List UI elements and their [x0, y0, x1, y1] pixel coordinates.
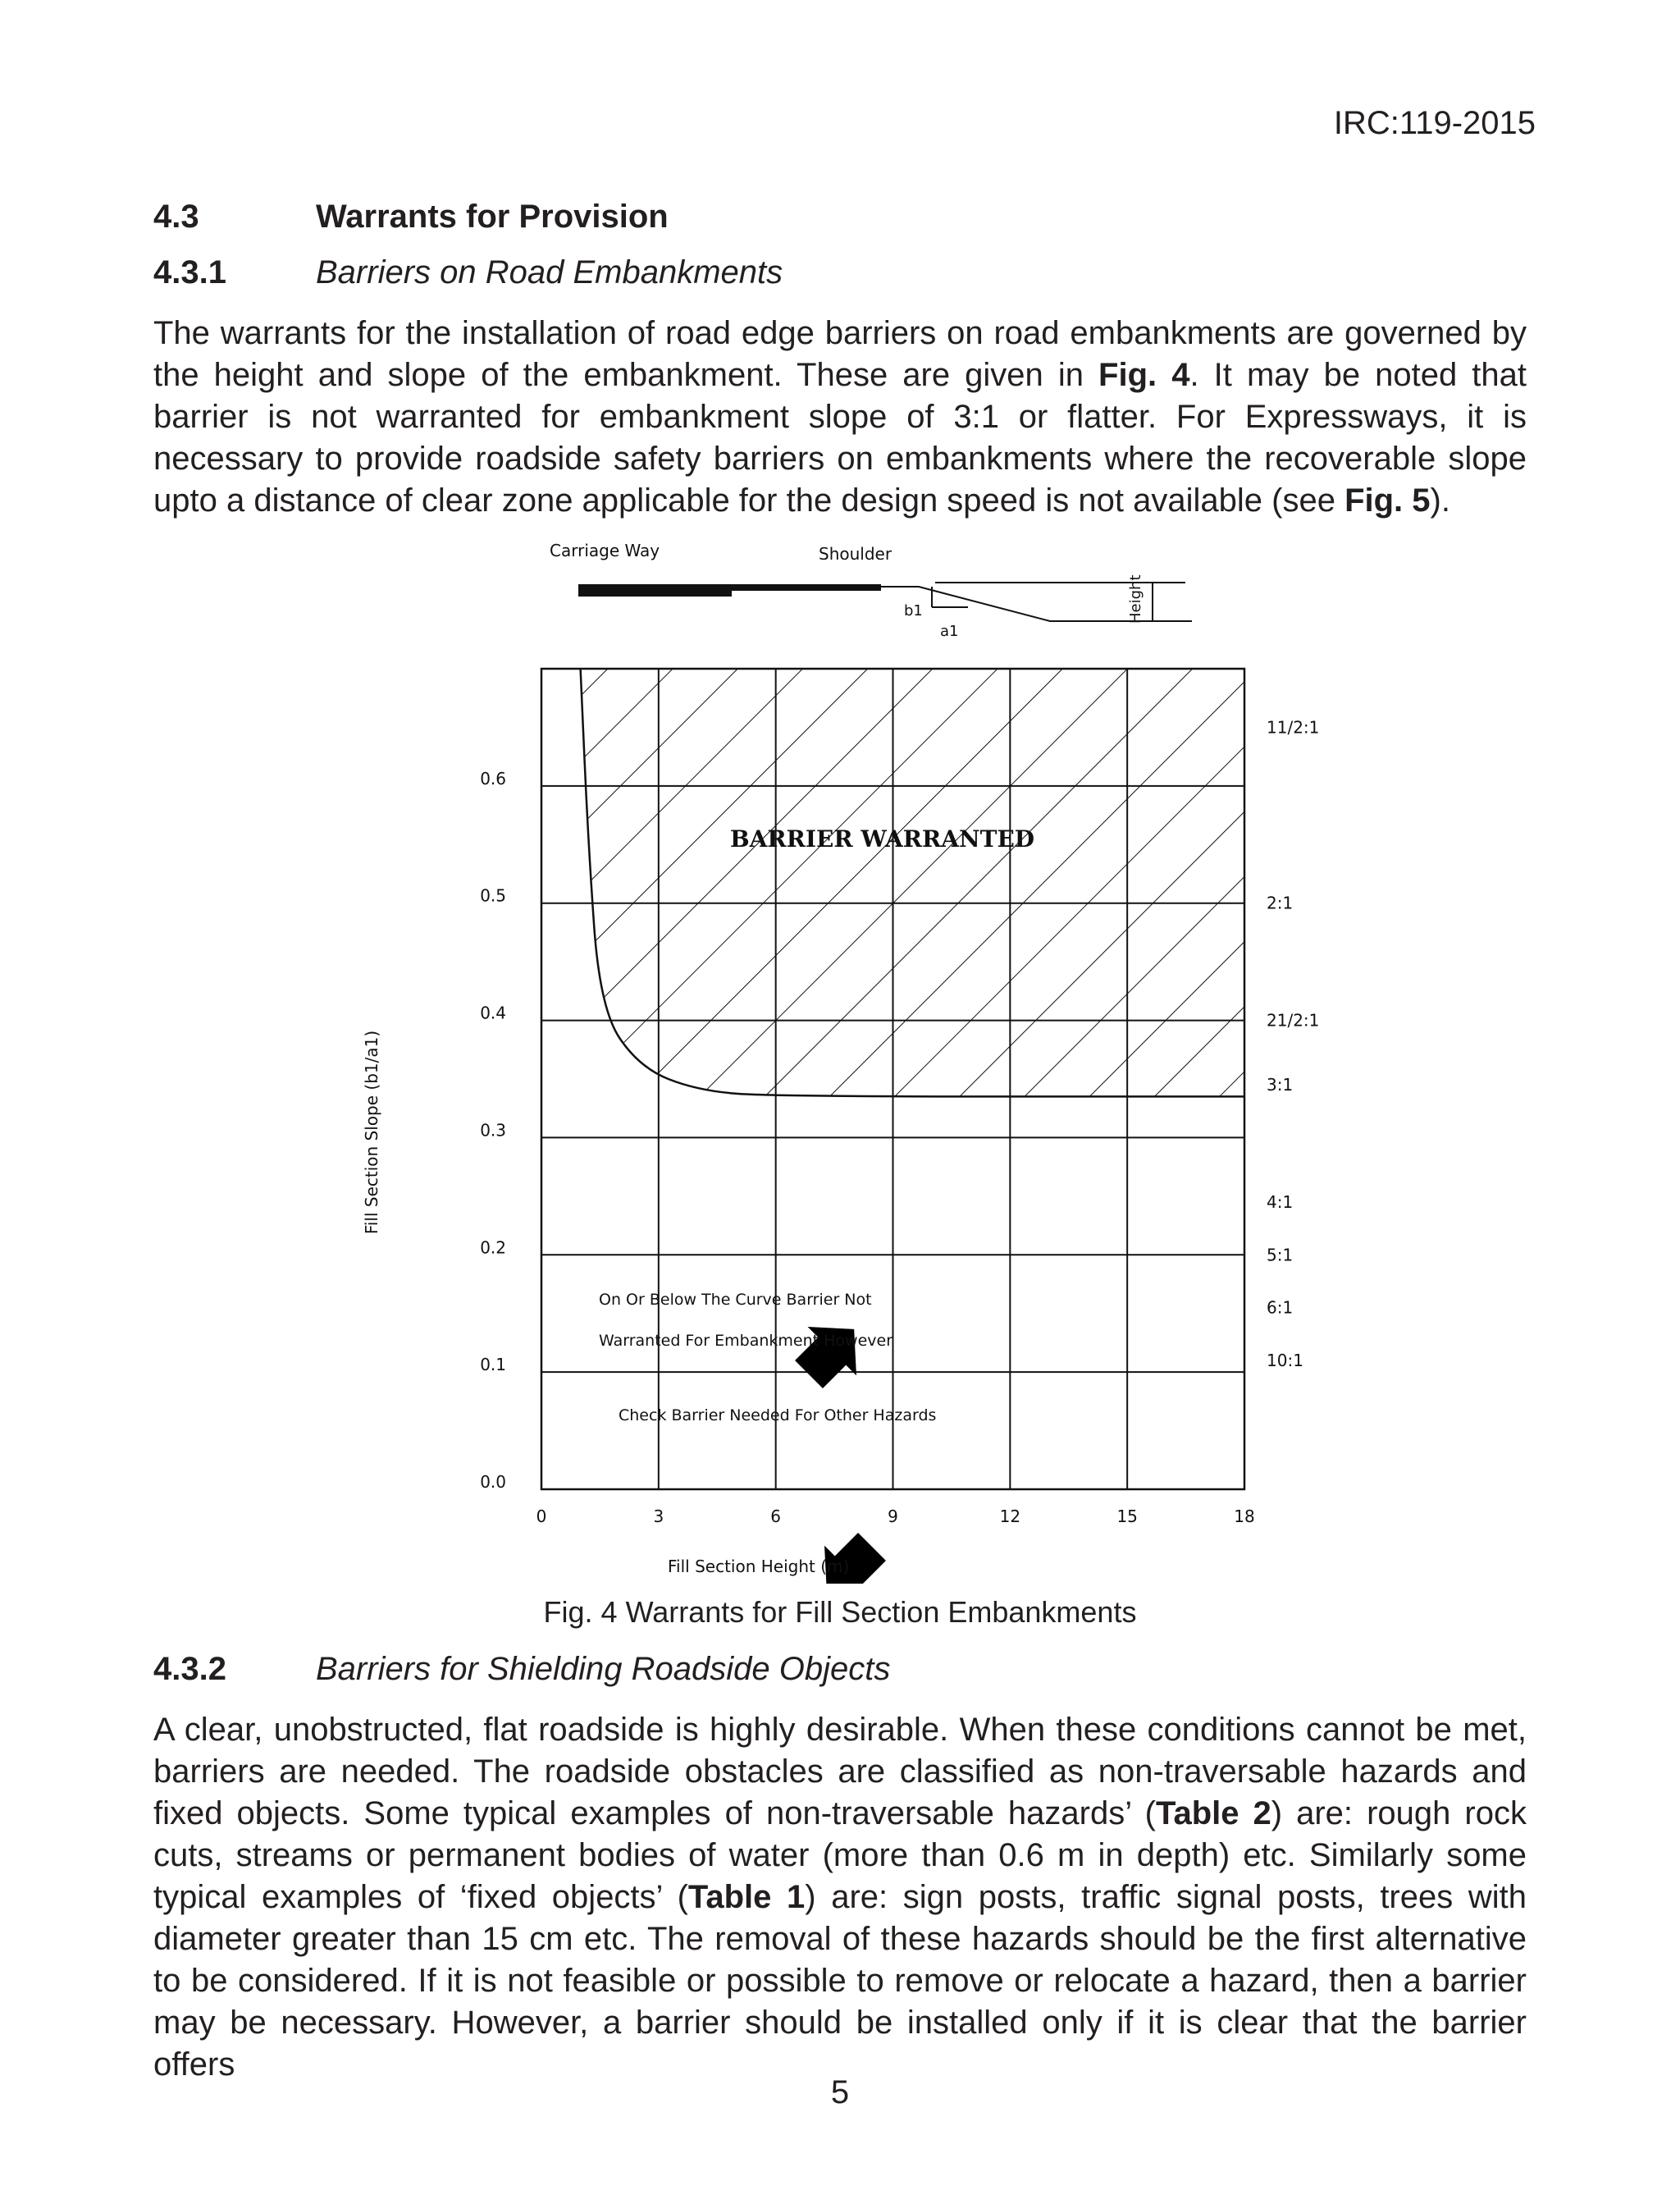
x-tick-label: 12	[999, 1506, 1021, 1526]
x-tick-label: 9	[888, 1506, 898, 1526]
slope-ratio-label: 6:1	[1267, 1297, 1294, 1318]
embankment-slope-line	[881, 587, 1192, 621]
x-tick-label: 15	[1116, 1506, 1138, 1526]
a1-label: a1	[940, 623, 959, 640]
fig-4-figure	[345, 542, 1411, 1588]
section-4-3-1-heading	[153, 254, 783, 291]
y-tick-label: 0.0	[480, 1472, 506, 1492]
arrow-up-right-icon	[784, 1305, 879, 1399]
y-tick-label: 0.6	[480, 768, 506, 789]
fig-4-reference: Fig. 4	[1098, 357, 1190, 393]
x-tick-label: 0	[536, 1506, 547, 1526]
shoulder-bar	[732, 584, 881, 591]
slope-ratio-labels	[1267, 717, 1319, 1369]
table-1-reference: Table 1	[687, 1879, 806, 1915]
slope-ratio-label: 4:1	[1267, 1192, 1294, 1212]
note-line-1: On Or Below The Curve Barrier Not	[599, 1291, 872, 1309]
paragraph-embankment-warrants: The warrants for the installation of road edge barriers on road embankments are governed by the height and slope of the embankment. These are given in Fig. 4. It may be noted that barrier is not warranted for embankment slope of 3:1 or flatter. For Expressways, it is necessary to provide roadside safety barriers on embankments where the recoverable slope upto a distance of clear zone applicable for the design speed is not available (see Fig. 5).	[153, 315, 1527, 519]
note-line-3: Check Barrier Needed For Other Hazards	[619, 1406, 937, 1424]
document-code: IRC:119-2015	[1333, 105, 1536, 141]
barrier-warranted-label: BARRIER WARRANTED	[730, 825, 1035, 853]
height-label: Height	[1127, 574, 1144, 624]
b1-label: b1	[904, 602, 923, 620]
slope-ratio-label: 11/2:1	[1267, 717, 1320, 738]
y-tick-label: 0.3	[480, 1120, 506, 1141]
carriage-way-bar	[578, 584, 732, 597]
carriage-way-label: Carriage Way	[550, 542, 660, 560]
section-title: Barriers for Shielding Roadside Objects	[316, 1651, 891, 1687]
fig-5-reference: Fig. 5	[1344, 482, 1431, 519]
x-axis-label: Fill Section Height (m)	[668, 1557, 850, 1576]
note-line-2: Warranted For Embankment However	[599, 1332, 893, 1350]
y-tick-label: 0.4	[480, 1003, 506, 1023]
section-title: Warrants for Provision	[316, 199, 669, 235]
section-number: 4.3.1	[153, 254, 226, 290]
slope-ratio-label: 3:1	[1267, 1075, 1294, 1095]
page-number: 5	[830, 2074, 850, 2110]
y-tick-label: 0.2	[480, 1237, 506, 1258]
slope-ratio-label: 2:1	[1267, 893, 1294, 913]
cross-section-sketch	[550, 542, 1192, 640]
x-tick-label: 6	[770, 1506, 782, 1526]
paragraph-roadside-objects: A clear, unobstructed, flat roadside is highly desirable. When these conditions cannot be met, barriers are needed. The roadside obstacles are classified as non-traversable hazards and fixed objects. Some typical examples of non-traversable hazards’ (Table 2) are: rough rock cuts, streams or permanent bodies of water (more than 0.6 m in depth) etc. Similarly some typical examples of ‘fixed objects’ (Table 1) are: sign posts, traffic signal posts, trees with diameter greater than 15 cm etc. The removal of these hazards should be the first alternative to be considered. If it is not feasible or possible to remove or relocate a hazard, then a barrier may be necessary. However, a barrier should be installed only if it is clear that the barrier offers	[153, 1712, 1527, 2083]
shoulder-label: Shoulder	[819, 544, 892, 564]
fig-4-chart	[345, 542, 1411, 1584]
y-tick-label: 0.1	[480, 1355, 506, 1375]
y-tick-label: 0.5	[480, 885, 506, 906]
y-axis-label: Fill Section Slope (b1/a1)	[362, 1030, 381, 1235]
section-4-3-heading	[153, 199, 669, 235]
barrier-warranted-region	[581, 669, 1244, 1096]
section-4-3-2-heading	[153, 1651, 890, 1688]
table-2-reference: Table 2	[1155, 1795, 1271, 1831]
section-number: 4.3	[153, 199, 199, 235]
slope-ratio-label: 10:1	[1267, 1350, 1303, 1370]
slope-ratio-label: 21/2:1	[1267, 1010, 1320, 1031]
section-number: 4.3.2	[153, 1651, 226, 1687]
x-tick-label: 18	[1234, 1506, 1255, 1526]
slope-ratio-label: 5:1	[1267, 1245, 1294, 1265]
section-title: Barriers on Road Embankments	[316, 254, 783, 290]
figure-caption: Fig. 4 Warrants for Fill Section Embankments	[543, 1595, 1137, 1629]
x-tick-label: 3	[653, 1506, 664, 1526]
